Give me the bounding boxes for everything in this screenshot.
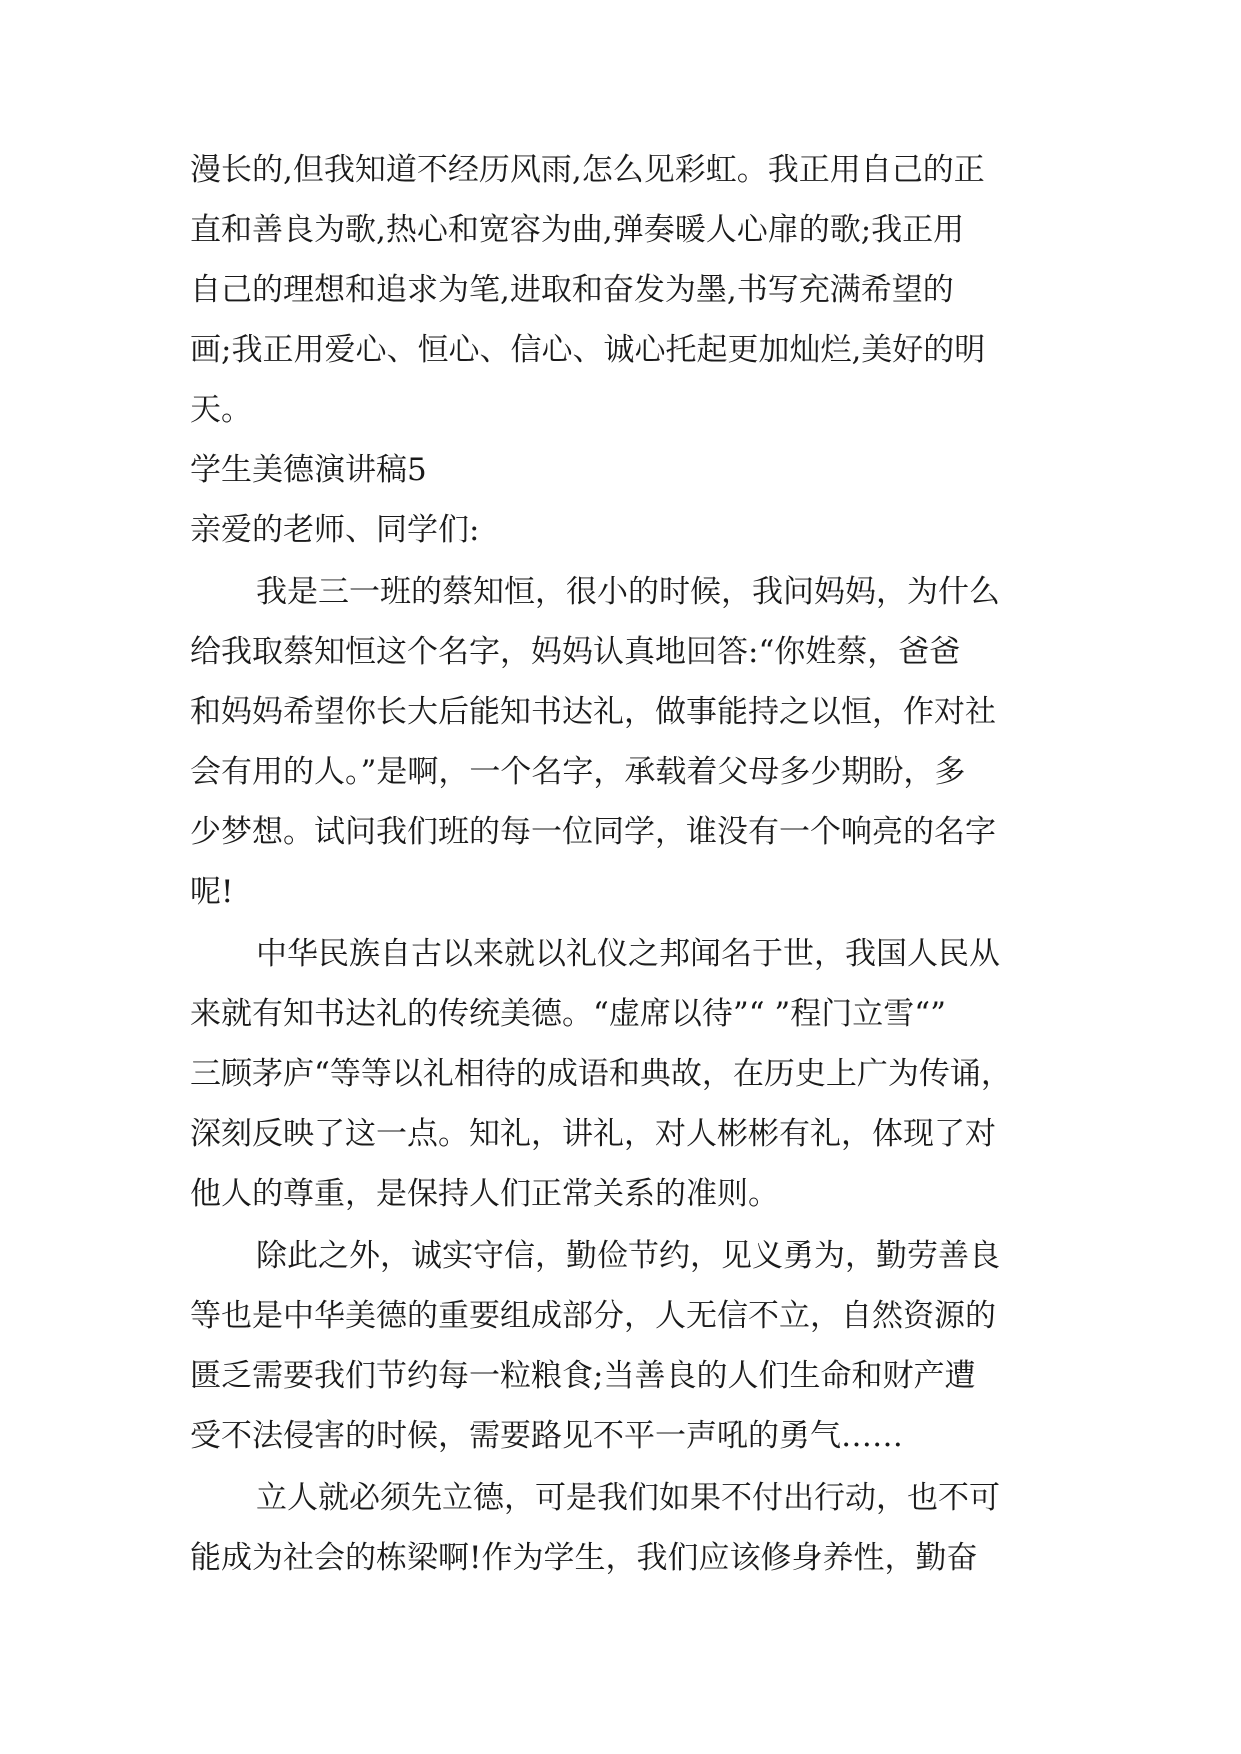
text-line: 直和善良为歌,热心和宽容为曲,弹奏暖人心扉的歌;我正用 (190, 212, 965, 248)
text-line: 受不法侵害的时候，需要路见不平一声吼的勇气…… (190, 1418, 903, 1454)
paragraph-start-line: 我是三一班的蔡知恒，很小的时候，我问妈妈，为什么 (256, 574, 1000, 610)
text-line: 给我取蔡知恒这个名字，妈妈认真地回答:“你姓蔡，爸爸 (190, 634, 961, 670)
text-line: 匮乏需要我们节约每一粒粮食;当善良的人们生命和财产遭 (190, 1358, 976, 1394)
paragraph-start-line: 除此之外，诚实守信，勤俭节约，见义勇为，勤劳善良 (256, 1238, 1000, 1274)
text-line: 能成为社会的栋梁啊!作为学生，我们应该修身养性，勤奋 (190, 1540, 978, 1576)
text-line: 呢! (190, 874, 234, 910)
paragraph-start-line: 中华民族自古以来就以礼仪之邦闻名于世，我国人民从 (256, 936, 1000, 972)
text-line: 深刻反映了这一点。知礼，讲礼，对人彬彬有礼，体现了对 (190, 1116, 996, 1152)
text-line: 天。 (190, 392, 252, 428)
text-line: 会有用的人。”是啊，一个名字，承载着父母多少期盼，多 (190, 754, 966, 790)
text-line: 和妈妈希望你长大后能知书达礼，做事能持之以恒，作对社 (190, 694, 996, 730)
text-line: 等也是中华美德的重要组成部分，人无信不立，自然资源的 (190, 1298, 996, 1334)
text-line: 来就有知书达礼的传统美德。“虚席以待”“ ”程门立雪“” (190, 996, 946, 1032)
text-line: 少梦想。试问我们班的每一位同学，谁没有一个响亮的名字 (190, 814, 996, 850)
text-line: 三顾茅庐“等等以礼相待的成语和典故，在历史上广为传诵， (190, 1056, 1012, 1092)
salutation: 亲爱的老师、同学们: (190, 512, 480, 548)
text-line: 漫长的,但我知道不经历风雨,怎么见彩虹。我正用自己的正 (190, 152, 985, 188)
section-title: 学生美德演讲稿5 (190, 452, 427, 488)
text-line: 自己的理想和追求为笔,进取和奋发为墨,书写充满希望的 (190, 272, 954, 308)
text-line: 画;我正用爱心、恒心、信心、诚心托起更加灿烂,美好的明 (190, 332, 986, 368)
text-line: 他人的尊重，是保持人们正常关系的准则。 (190, 1176, 779, 1212)
paragraph-start-line: 立人就必须先立德，可是我们如果不付出行动，也不可 (256, 1480, 1000, 1516)
